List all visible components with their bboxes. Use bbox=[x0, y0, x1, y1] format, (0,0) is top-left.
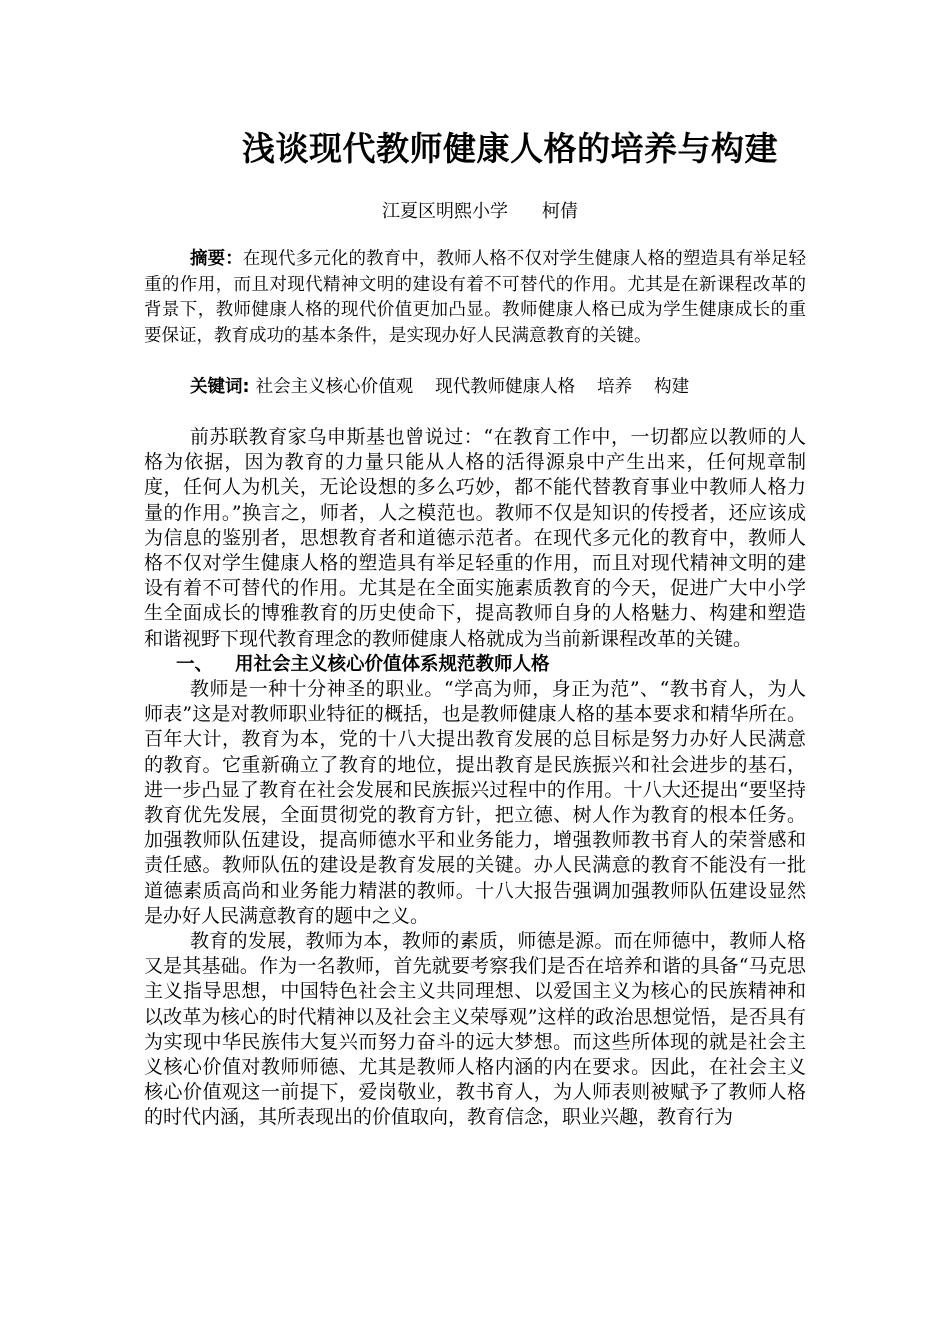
keyword-item: 社会主义核心价值观 bbox=[255, 377, 414, 397]
body-text bbox=[144, 425, 806, 1131]
section-heading bbox=[144, 652, 806, 677]
abstract-label: 摘要 bbox=[190, 249, 226, 269]
intro-paragraph: 前苏联教育家乌申斯基也曾说过：“在教育工作中，一切都应以教师的人格为依据，因为教育的力量只能从人格的活得源泉中产生出来，任何规章制度，任何人为机关，无论设想的多么巧妙，都不能代替教育事业中教师人格力量的作用。”换言之，师者，人之模范也。教师不仅是知识的传授者，还应该成为信息的鉴别者，思想教育者和道德示范者。在现代多元化的教育中，教师人格不仅对学生健康人格的塑造具有举足轻重的作用，而且对现代精神文明的建设有着不可替代的作用。尤其是在全面实施素质教育的今天，促进广大中小学生全面成长的博雅教育的历史使命下，提高教师自身的人格魅力、构建和塑造和谐视野下现代教育理念的教师健康人格就成为当前新课程改革的关键。 bbox=[144, 426, 806, 650]
author-name: 柯倩 bbox=[542, 201, 578, 222]
section-heading-text: 用社会主义核心价值体系规范教师人格 bbox=[235, 653, 550, 675]
section-number: 一、 bbox=[176, 653, 214, 675]
keyword-item: 培养 bbox=[597, 377, 633, 397]
keywords-separator: : bbox=[242, 377, 256, 397]
author-school: 江夏区明熙小学 bbox=[382, 201, 508, 222]
keyword-item: 现代教师健康人格 bbox=[435, 377, 576, 397]
abstract bbox=[144, 247, 806, 349]
abstract-separator: ： bbox=[225, 249, 243, 269]
body-paragraph: 教师是一种十分神圣的职业。“学高为师，身正为范”、“教书育人，为人师表”这是对教师职业特征的概括，也是教师健康人格的基本要求和精华所在。百年大计，教育为本，党的十八大提出教育发展的总目标是努力办好人民满意的教育。它重新确立了教育的地位，提出教育是民族振兴和社会进步的基石，进一步凸显了教育在社会发展和民族振兴过程中的作用。十八大还提出“要坚持教育优先发展，全面贯彻党的教育方针，把立德、树人作为教育的根本任务。加强教师队伍建设，提高师德水平和业务能力，增强教师教书育人的荣誉感和责任感。教师队伍的建设是教育发展的关键。办人民满意的教育不能没有一批道德素质高尚和业务能力精湛的教师。十八大报告强调加强教师队伍建设显然是办好人民满意教育的题中之义。 bbox=[144, 678, 806, 927]
keyword-item: 构建 bbox=[654, 377, 690, 397]
document-title: 浅谈现代教师健康人格的培养与构建 bbox=[242, 129, 778, 168]
author-line bbox=[382, 199, 578, 225]
keywords bbox=[144, 375, 806, 401]
body-paragraph: 教育的发展，教师为本，教师的素质，师德是源。而在师德中，教师人格又是其基础。作为一名教师，首先就要考察我们是否在培养和谐的具备“马克思主义指导思想，中国特色社会主义共同理想、以爱国主义为核心的民族精神和以改革为核心的时代精神以及社会主义荣辱观”这样的政治思想觉悟，是否具有为实现中华民族伟大复兴而努力奋斗的远大梦想。而这些所体现的就是社会主义核心价值对教师师德、尤其是教师人格内涵的内在要求。因此，在社会主义核心价值观这一前提下，爱岗敬业，教书育人，为人师表则被赋予了教师人格的时代内涵，其所表现出的价值取向，教育信念，职业兴趣，教育行为 bbox=[144, 930, 806, 1129]
keywords-label: 关键词 bbox=[190, 377, 243, 397]
abstract-text: 在现代多元化的教育中，教师人格不仅对学生健康人格的塑造具有举足轻重的作用，而且对现代精神文明的建设有着不可替代的作用。尤其是在新课程改革的背景下，教师健康人格的现代价值更加凸显。教师健康人格已成为学生健康成长的重要保证，教育成功的基本条件，是实现办好人民满意教育的关键。 bbox=[144, 249, 807, 346]
